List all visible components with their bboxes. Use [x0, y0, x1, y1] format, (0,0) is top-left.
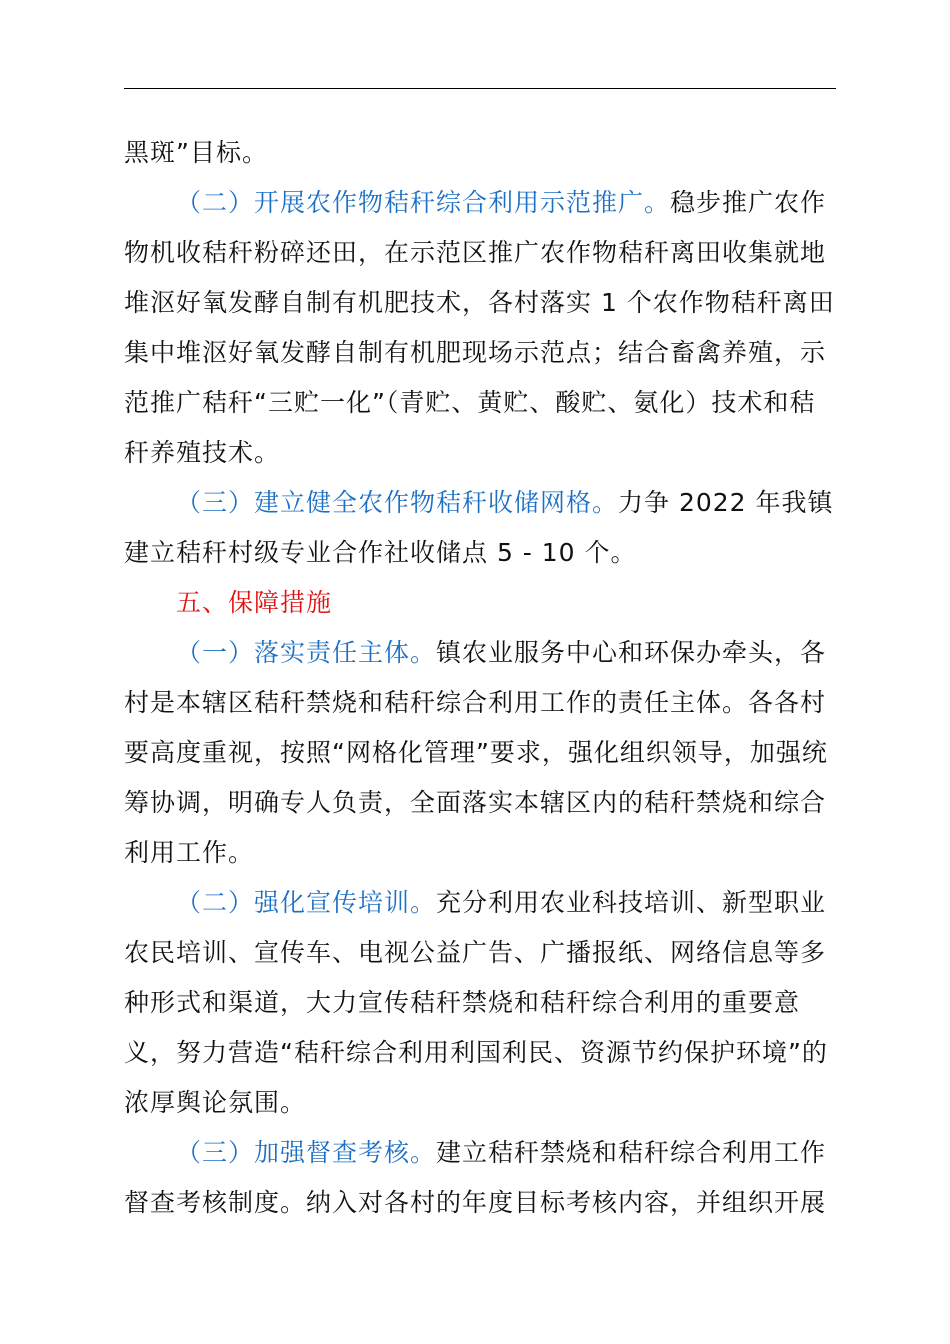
paragraph-text: 黑斑”目标。	[124, 138, 268, 167]
paragraph-text: 建立秸秆禁烧和秸秆综合利用工作督查考核制度。纳入对各村的年度目标考核内容，并组织开展	[124, 1138, 827, 1217]
document-body	[124, 128, 836, 1228]
header-rule	[124, 88, 836, 89]
paragraph-continuation	[124, 128, 836, 178]
paragraph-text: 稳步推广农作物机收秸秆粉碎还田，在示范区推广农作物秸秆离田收集就地堆沤好氧发酵自制有机肥技术，各村落实 1 个农作物秸秆离田集中堆沤好氧发酵自制有机肥现场示范点；结合畜禽养殖，示范推广秸秆“三贮一化”（青贮、黄贮、酸贮、氨化）技术和秸秆养殖技术。	[124, 188, 835, 467]
section-title: 五、保障措施	[176, 588, 333, 617]
paragraph-publicity	[124, 878, 836, 1128]
paragraph-responsibility	[124, 628, 836, 878]
paragraph-text: 镇农业服务中心和环保办牵头，各村是本辖区秸秆禁烧和秸秆综合利用工作的责任主体。各各村要高度重视，按照“网格化管理”要求，强化组织领导，加强统筹协调，明确专人负责，全面落实本辖区内的秸秆禁烧和综合利用工作。	[124, 638, 828, 867]
paragraph-text: 力争 2022 年我镇建立秸秆村级专业合作社收储点 5 - 10 个。	[124, 488, 834, 567]
subheading-responsibility: （一）落实责任主体。	[176, 638, 437, 667]
paragraph-text: 充分利用农业科技培训、新型职业农民培训、宣传车、电视公益广告、广播报纸、网络信息等多种形式和渠道，大力宣传秸秆禁烧和秸秆综合利用的重要意义，努力营造“秸秆综合利用利国利民、资源节约保护环境”的浓厚舆论氛围。	[124, 888, 828, 1117]
subheading-straw-demo: （二）开展农作物秸秆综合利用示范推广。	[176, 188, 671, 217]
paragraph-supervision	[124, 1128, 836, 1228]
section-heading-safeguards	[124, 578, 836, 628]
paragraph-straw-demo	[124, 178, 836, 478]
subheading-storage-network: （三）建立健全农作物秸秆收储网格。	[176, 488, 619, 517]
paragraph-storage-network	[124, 478, 836, 578]
subheading-publicity: （二）强化宣传培训。	[176, 888, 437, 917]
subheading-supervision: （三）加强督查考核。	[176, 1138, 437, 1167]
